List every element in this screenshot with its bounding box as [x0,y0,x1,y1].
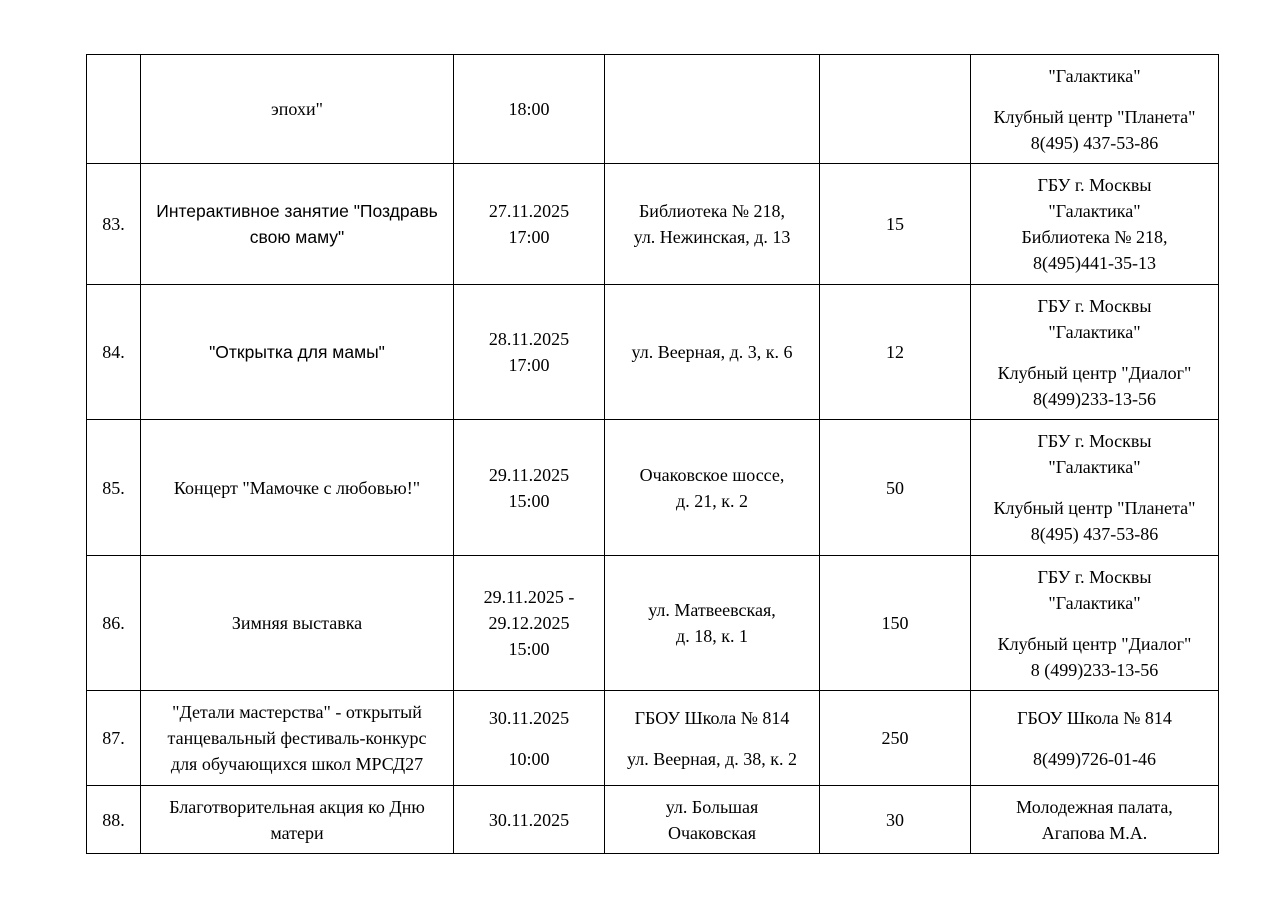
event-place [605,55,820,164]
organizer-line: ГБУ г. Москвы [1037,566,1152,587]
event-name-line: для обучающихся школ МРСД27 [170,754,424,774]
row-number: 87. [87,691,141,786]
event-name-line: Концерт "Мамочке с любовью!" [173,477,421,498]
organizer-line: Библиотека № 218, [1021,227,1168,247]
event-name-line: свою маму" [249,227,345,247]
event-place [605,420,820,556]
organizer-line: ГБУ г. Москвы [1037,295,1152,316]
table-row [87,164,1219,285]
event-name-line: матери [270,822,324,843]
event-date-line: 18:00 [508,99,550,119]
participant-count: 50 [820,420,971,556]
organizer-line: "Галактика" [1048,65,1141,86]
event-place [605,786,820,854]
event-place-line: ГБОУ Школа № 814 [634,707,790,728]
event-place [605,556,820,691]
event-date-line: 27.11.2025 [488,201,570,221]
event-place-line: д. 21, к. 2 [676,490,748,511]
event-name-line: Зимняя выставка [231,613,363,633]
event-name-line: танцевальный фестиваль-конкурс [167,728,427,748]
organizer-line: "Галактика" [1048,201,1141,221]
organizer-line: ГБУ г. Москвы [1037,431,1152,451]
organizer-line: "Галактика" [1048,457,1141,477]
event-name [141,55,454,164]
event-place [605,285,820,420]
event-name [141,285,454,420]
row-number [87,55,141,164]
event-place-line: ул. Большая [665,796,759,817]
row-number: 83. [87,164,141,285]
event-name [141,556,454,691]
event-date-line: 17:00 [508,227,550,247]
table-row [87,285,1219,420]
event-place-line: Очаковское шоссе, [639,464,785,485]
event-date-line: 28.11.2025 [488,329,570,349]
participant-count: 150 [820,556,971,691]
organizer-line: Клубный центр "Планета" [993,106,1196,127]
event-place-line: Очаковская [668,822,756,843]
organizer [971,691,1219,786]
event-place [605,164,820,285]
event-name-line: Благотворительная акция ко Дню [169,796,425,817]
event-name-line: эпохи" [271,99,323,119]
event-date-line: 29.11.2025 [488,464,570,485]
event-date-line: 15:00 [508,639,550,659]
organizer-line: ГБОУ Школа № 814 [1017,707,1172,728]
table-row [87,691,1219,786]
row-number: 85. [87,420,141,556]
participant-count: 12 [820,285,971,420]
organizer [971,556,1219,691]
table-row [87,55,1219,164]
organizer-line: 8(495)441-35-13 [1033,253,1156,273]
event-place-line: ул. Веерная, д. 3, к. 6 [631,342,793,362]
event-date [454,55,605,164]
participant-count: 15 [820,164,971,285]
organizer-line: 8(495) 437-53-86 [1030,132,1159,153]
event-date [454,285,605,420]
event-date-line: 29.12.2025 [488,613,570,633]
organizer [971,786,1219,854]
event-place-line: ул. Веерная, д. 38, к. 2 [627,748,797,769]
event-date [454,691,605,786]
organizer-line: Клубный центр "Диалог" [997,633,1192,654]
event-date [454,164,605,285]
event-name [141,786,454,854]
event-date-line: 29.11.2025 - [483,587,575,607]
event-place-line: Библиотека № 218, [638,201,786,221]
organizer-line: "Галактика" [1048,321,1141,342]
event-date [454,556,605,691]
organizer-line: Агапова М.А. [1041,822,1148,843]
events-table [86,54,1219,854]
organizer-line: "Галактика" [1048,592,1141,613]
event-date-line: 10:00 [508,748,550,769]
event-date-line: 15:00 [508,490,550,511]
event-place-line: ул. Матвеевская, [648,600,776,620]
organizer-line: 8(499)233-13-56 [1033,388,1156,409]
table-row [87,786,1219,854]
event-name [141,420,454,556]
event-date [454,786,605,854]
row-number: 88. [87,786,141,854]
organizer [971,55,1219,164]
table-row [87,556,1219,691]
event-place [605,691,820,786]
event-name-line: Интерактивное занятие "Поздравь [156,201,438,221]
event-name-line: "Детали мастерства" - открытый [172,702,422,722]
organizer-line: 8(495) 437-53-86 [1030,524,1159,544]
row-number: 86. [87,556,141,691]
organizer [971,420,1219,556]
participant-count [820,55,971,164]
participant-count: 30 [820,786,971,854]
event-name-line: "Открытка для мамы" [209,342,385,362]
event-date-line: 30.11.2025 [488,809,570,830]
event-place-line: ул. Нежинская, д. 13 [633,227,791,247]
event-date-line: 17:00 [508,355,550,375]
organizer [971,285,1219,420]
organizer-line: Молодежная палата, [1016,796,1173,817]
event-name [141,691,454,786]
event-name [141,164,454,285]
event-date [454,420,605,556]
participant-count: 250 [820,691,971,786]
table-row [87,420,1219,556]
organizer-line: Клубный центр "Диалог" [997,362,1192,383]
organizer-line: ГБУ г. Москвы [1037,175,1152,195]
organizer-line: 8 (499)233-13-56 [1030,659,1159,680]
event-date-line: 30.11.2025 [488,707,570,728]
organizer-line: 8(499)726-01-46 [1033,748,1156,769]
event-place-line: д. 18, к. 1 [676,626,748,646]
row-number: 84. [87,285,141,420]
organizer [971,164,1219,285]
organizer-line: Клубный центр "Планета" [993,498,1196,518]
